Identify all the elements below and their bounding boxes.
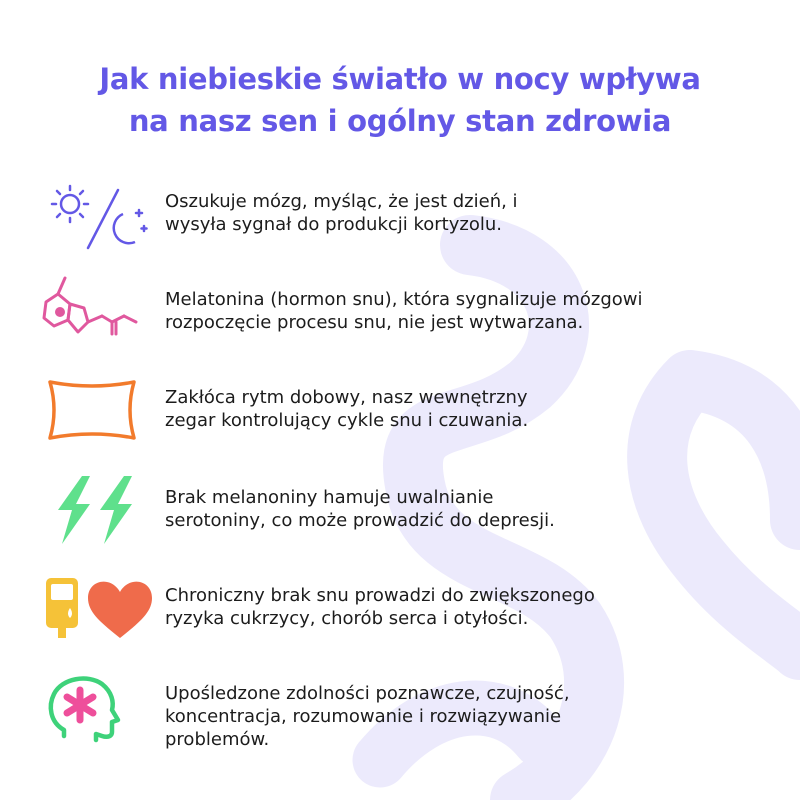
list-item [40,374,780,454]
list-item [40,572,780,652]
lightning-bolts-icon [40,474,160,554]
item-text: Melatonina (hormon snu), która sygnalizuje mózgowi rozpoczęcie procesu snu, nie jest wytwarzana. [165,289,643,333]
item-text: Zakłóca rytm dobowy, nasz wewnętrzny zegar kontrolujący cykle snu i czuwania. [165,387,529,431]
list-item [40,276,780,356]
item-text: Chroniczny brak snu prowadzi do zwiększonego ryzyka cukrzycy, chorób serca i otyłości. [165,585,595,629]
list-item [40,672,780,752]
melatonin-molecule-icon [40,276,160,356]
list-item [40,474,780,554]
sun-moon-icon [40,178,160,258]
item-text: Upośledzone zdolności poznawcze, czujność, koncentracja, rozumowanie i rozwiązywanie problemów. [165,683,570,750]
title-line-2: na nasz sen i ogólny stan zdrowia [128,104,672,138]
item-text: Brak melanoniny hamuje uwalnianie serotoniny, co może prowadzić do depresji. [165,487,555,531]
item-text: Oszukuje mózg, myśląc, że jest dzień, i wysyła sygnał do produkcji kortyzolu. [165,191,518,235]
head-asterisk-icon [40,672,160,752]
title-line-1: Jak niebieskie światło w nocy wpływa [99,62,701,96]
glucometer-heart-icon [40,572,160,652]
pillow-icon [40,374,160,454]
list-item [40,178,780,258]
